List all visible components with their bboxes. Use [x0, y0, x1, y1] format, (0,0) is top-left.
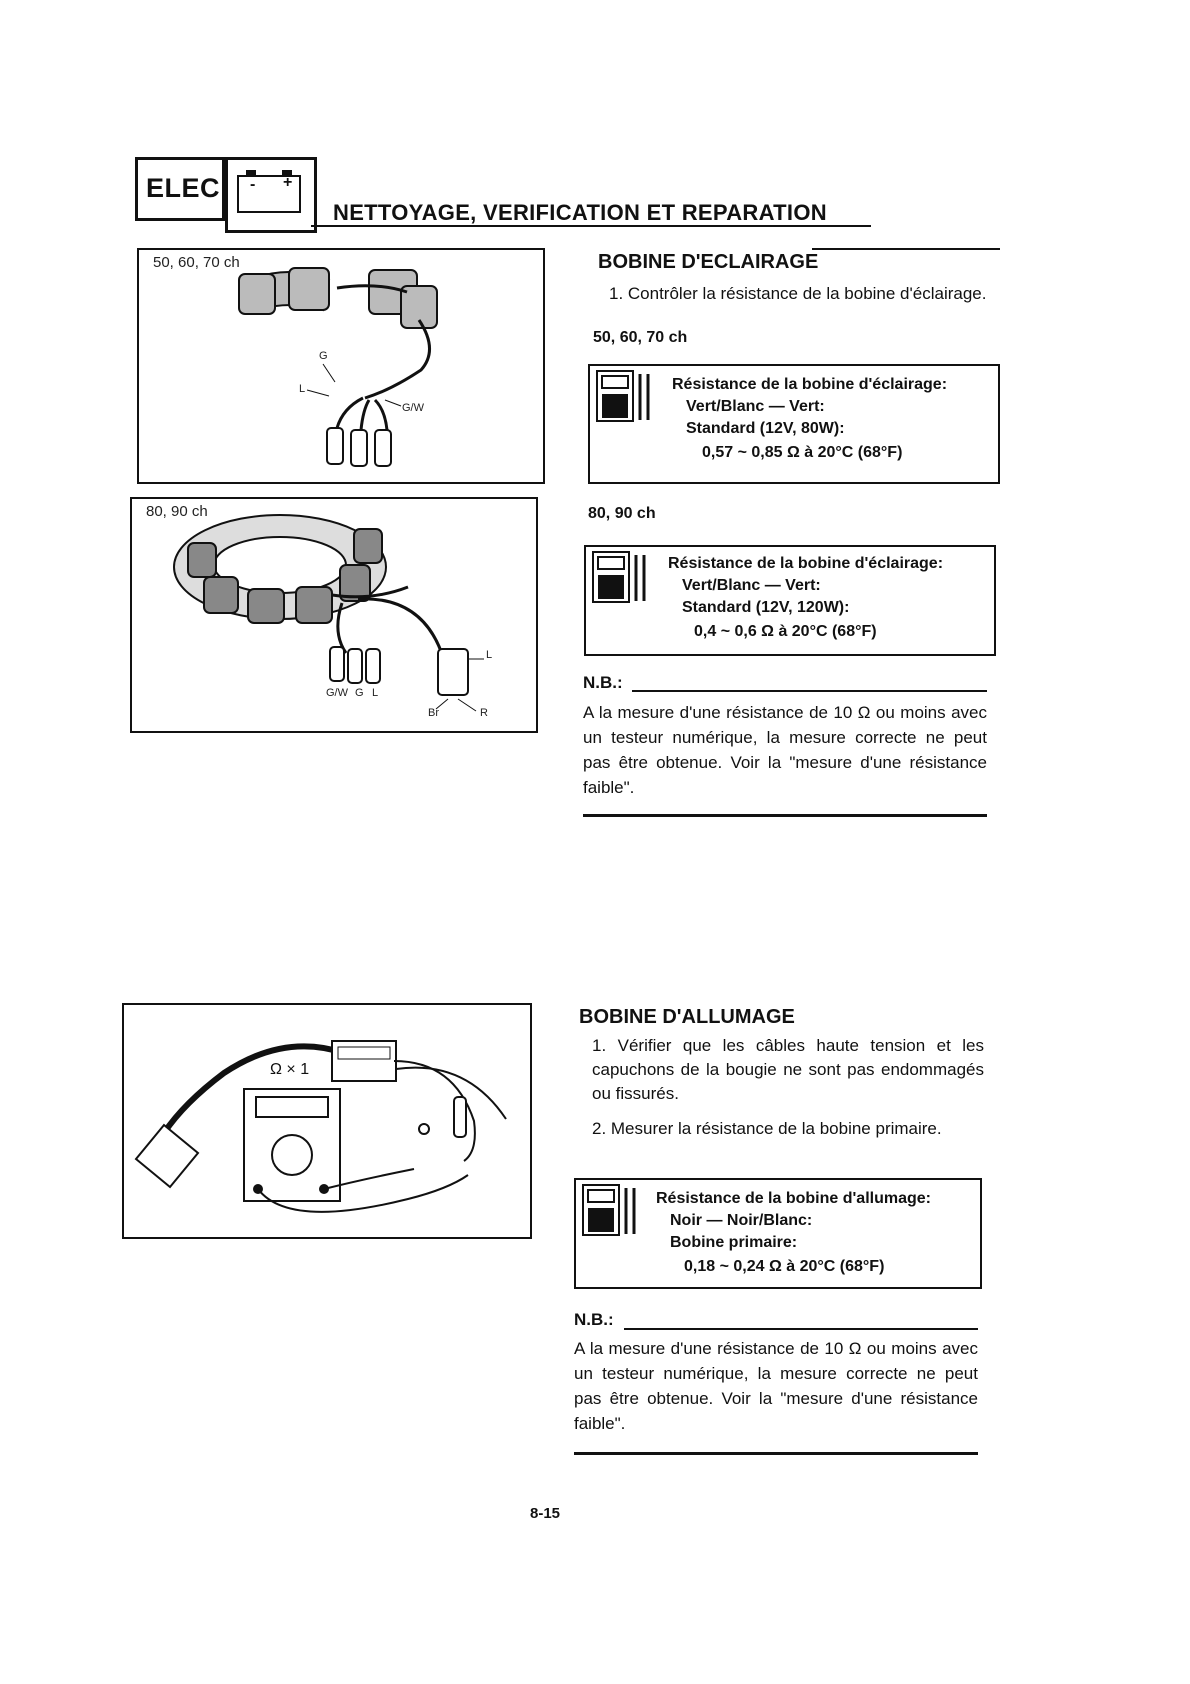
lighting-coil-illustration [139, 250, 543, 482]
spec-line: Résistance de la bobine d'éclairage: [668, 555, 944, 572]
ignition-step2: 2. Mesurer la résistance de la bobine primaire. [592, 1119, 942, 1138]
spec-box-ignition [574, 1178, 982, 1289]
wire-label-br: Br [428, 707, 439, 719]
wire-label-gw: G/W [402, 402, 424, 414]
figure-label: 80, 90 ch [146, 503, 208, 520]
spec-line: Vert/Blanc — Vert: [686, 398, 825, 415]
figure-lighting-coil-80-90 [130, 497, 538, 733]
spec-line: Noir — Noir/Blanc: [670, 1212, 813, 1229]
ignition-coil-title: BOBINE D'ALLUMAGE [579, 1006, 795, 1028]
spec-value: 0,18 ~ 0,24 Ω à 20°C (68°F) [684, 1258, 885, 1275]
spec-line: Standard (12V, 120W): [682, 599, 850, 616]
ignition-step1: 1. Vérifier que les câbles haute tension et les capuchons de la bougie ne sont pas endommagés ou fissurés. [592, 1036, 984, 1103]
spec-line: Standard (12V, 80W): [686, 420, 845, 437]
tester-icon [582, 1184, 640, 1240]
nb-text: A la mesure d'une résistance de 10 Ω ou moins avec un testeur numérique, la mesure correcte ne peut pas être obtenue. Voir la "mesure d'une résistance faible". [574, 1339, 978, 1433]
spec-line: Bobine primaire: [670, 1234, 798, 1251]
nb-text: A la mesure d'une résistance de 10 Ω ou moins avec un testeur numérique, la mesure correcte ne peut pas être obtenue. Voir la "mesure d'une résistance faible". [583, 703, 987, 797]
lighting-sub1: 50, 60, 70 ch [593, 329, 688, 346]
wire-label-gw: G/W [326, 687, 348, 699]
lighting-sub2: 80, 90 ch [588, 505, 656, 522]
wire-label-g: G [355, 687, 364, 699]
nb-end-rule [574, 1452, 978, 1455]
nb-end-rule [583, 814, 987, 817]
spec-line: Vert/Blanc — Vert: [682, 577, 821, 594]
ignition-test-illustration [124, 1005, 530, 1237]
spec-box-lighting-80-90 [584, 545, 996, 656]
figure-lighting-coil-50-70 [137, 248, 545, 484]
spec-value: 0,57 ~ 0,85 Ω à 20°C (68°F) [702, 444, 903, 461]
wire-label-r: R [480, 707, 488, 719]
wire-label-l-connector: L [486, 649, 493, 661]
battery-minus-label: - [250, 176, 256, 193]
nb-rule [632, 690, 987, 692]
tester-icon [592, 551, 650, 607]
nb-label: N.B.: [574, 1310, 614, 1329]
meter-range-label: Ω × 1 [270, 1061, 310, 1078]
page-title: NETTOYAGE, VERIFICATION ET REPARATION [333, 200, 827, 225]
lighting-title-rule [812, 248, 1000, 250]
spec-value: 0,4 ~ 0,6 Ω à 20°C (68°F) [694, 623, 877, 640]
battery-icon-box [225, 157, 317, 233]
wire-label-g: G [319, 350, 328, 362]
lighting-coil-title: BOBINE D'ECLAIRAGE [598, 251, 819, 273]
battery-plus-label: + [283, 174, 293, 191]
nb-label: N.B.: [583, 673, 623, 692]
spec-line: Résistance de la bobine d'éclairage: [672, 376, 948, 393]
section-tab [135, 157, 225, 221]
section-tab-label: ELEC [146, 173, 221, 203]
page-number: 8-15 [530, 1505, 561, 1522]
figure-label: 50, 60, 70 ch [153, 254, 240, 271]
nb-rule [624, 1328, 978, 1330]
wire-label-l: L [372, 687, 379, 699]
spec-box-lighting-50-70 [588, 364, 1000, 484]
tester-icon [596, 370, 654, 426]
lighting-step1: 1. Contrôler la résistance de la bobine d'éclairage. [609, 284, 987, 303]
spec-line: Résistance de la bobine d'allumage: [656, 1190, 931, 1207]
wire-label-l: L [299, 383, 306, 395]
figure-ignition-coil-test [122, 1003, 532, 1239]
title-underline [311, 225, 871, 227]
